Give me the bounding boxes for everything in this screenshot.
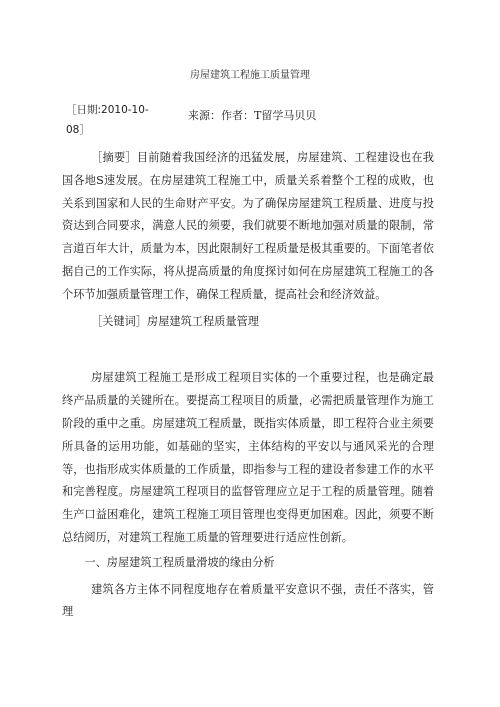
- publish-date-line-1: ［日期:2010-10-: [66, 104, 149, 116]
- body-paragraph-2: 建筑各方主体不同程度地存在着质量平安意识不强，责任不落实，管理: [62, 582, 434, 619]
- publish-date-line-2: 08］: [66, 124, 90, 136]
- body-paragraph-1: 房屋建筑工程施工是形成工程项目实体的一个重要过程，也是确定最终产品质量的关键所在。要提高工程项目的质量，必需把质量管理作为施工阶段的重中之重。房屋建筑工程质量，既指实体质量，即工程符合业主须要所具备的运用功能，如基础的坚实，主体结构的平安以与通风采光的合理等，也指形成实体质量的工作质量，即指参与工程的建设者参建工作的水平和完善程度。房屋建筑工程项目的监督管理应立足于工程的质量管理。随着生产口益困难化，建筑工程施工项目管理也变得更加困难。因此，须要不断总结阅历，对建筑工程施工质量的管理要进行适应性创新。: [62, 371, 434, 544]
- document-title: 房屋建筑工程施工质量管理: [190, 70, 310, 81]
- abstract-paragraph: ［摘要］目前随着我国经济的迅猛发展，房屋建筑、工程建设也在我国各地S速发展。在房屋建筑工程施工中，质量关系着整个工程的成败，也关系到国家和人民的生命财产平安。为了确保房屋建筑工程质量、进度与投资达到合同要求，满意人民的须要，我们就要不断地加强对质量的限制，常言道百年大计，质量为本，因此限制好工程质量是极其重要的。下面笔者依据自己的工作实际，将从提高质量的角度探讨如何在房屋建筑工程施工的各个环节加强质量管理工作，确保工程质量，提高社会和经济效益。: [62, 151, 434, 301]
- document-body: [62, 147, 434, 624]
- publish-date: [66, 97, 186, 143]
- section-heading-1: 一、房屋建筑工程质量滑坡的缘由分析: [84, 555, 275, 569]
- source-author: 来源：作者：T留学马贝贝: [188, 109, 317, 122]
- keywords-line: ［关键词］房屋建筑工程质量管理: [91, 314, 259, 328]
